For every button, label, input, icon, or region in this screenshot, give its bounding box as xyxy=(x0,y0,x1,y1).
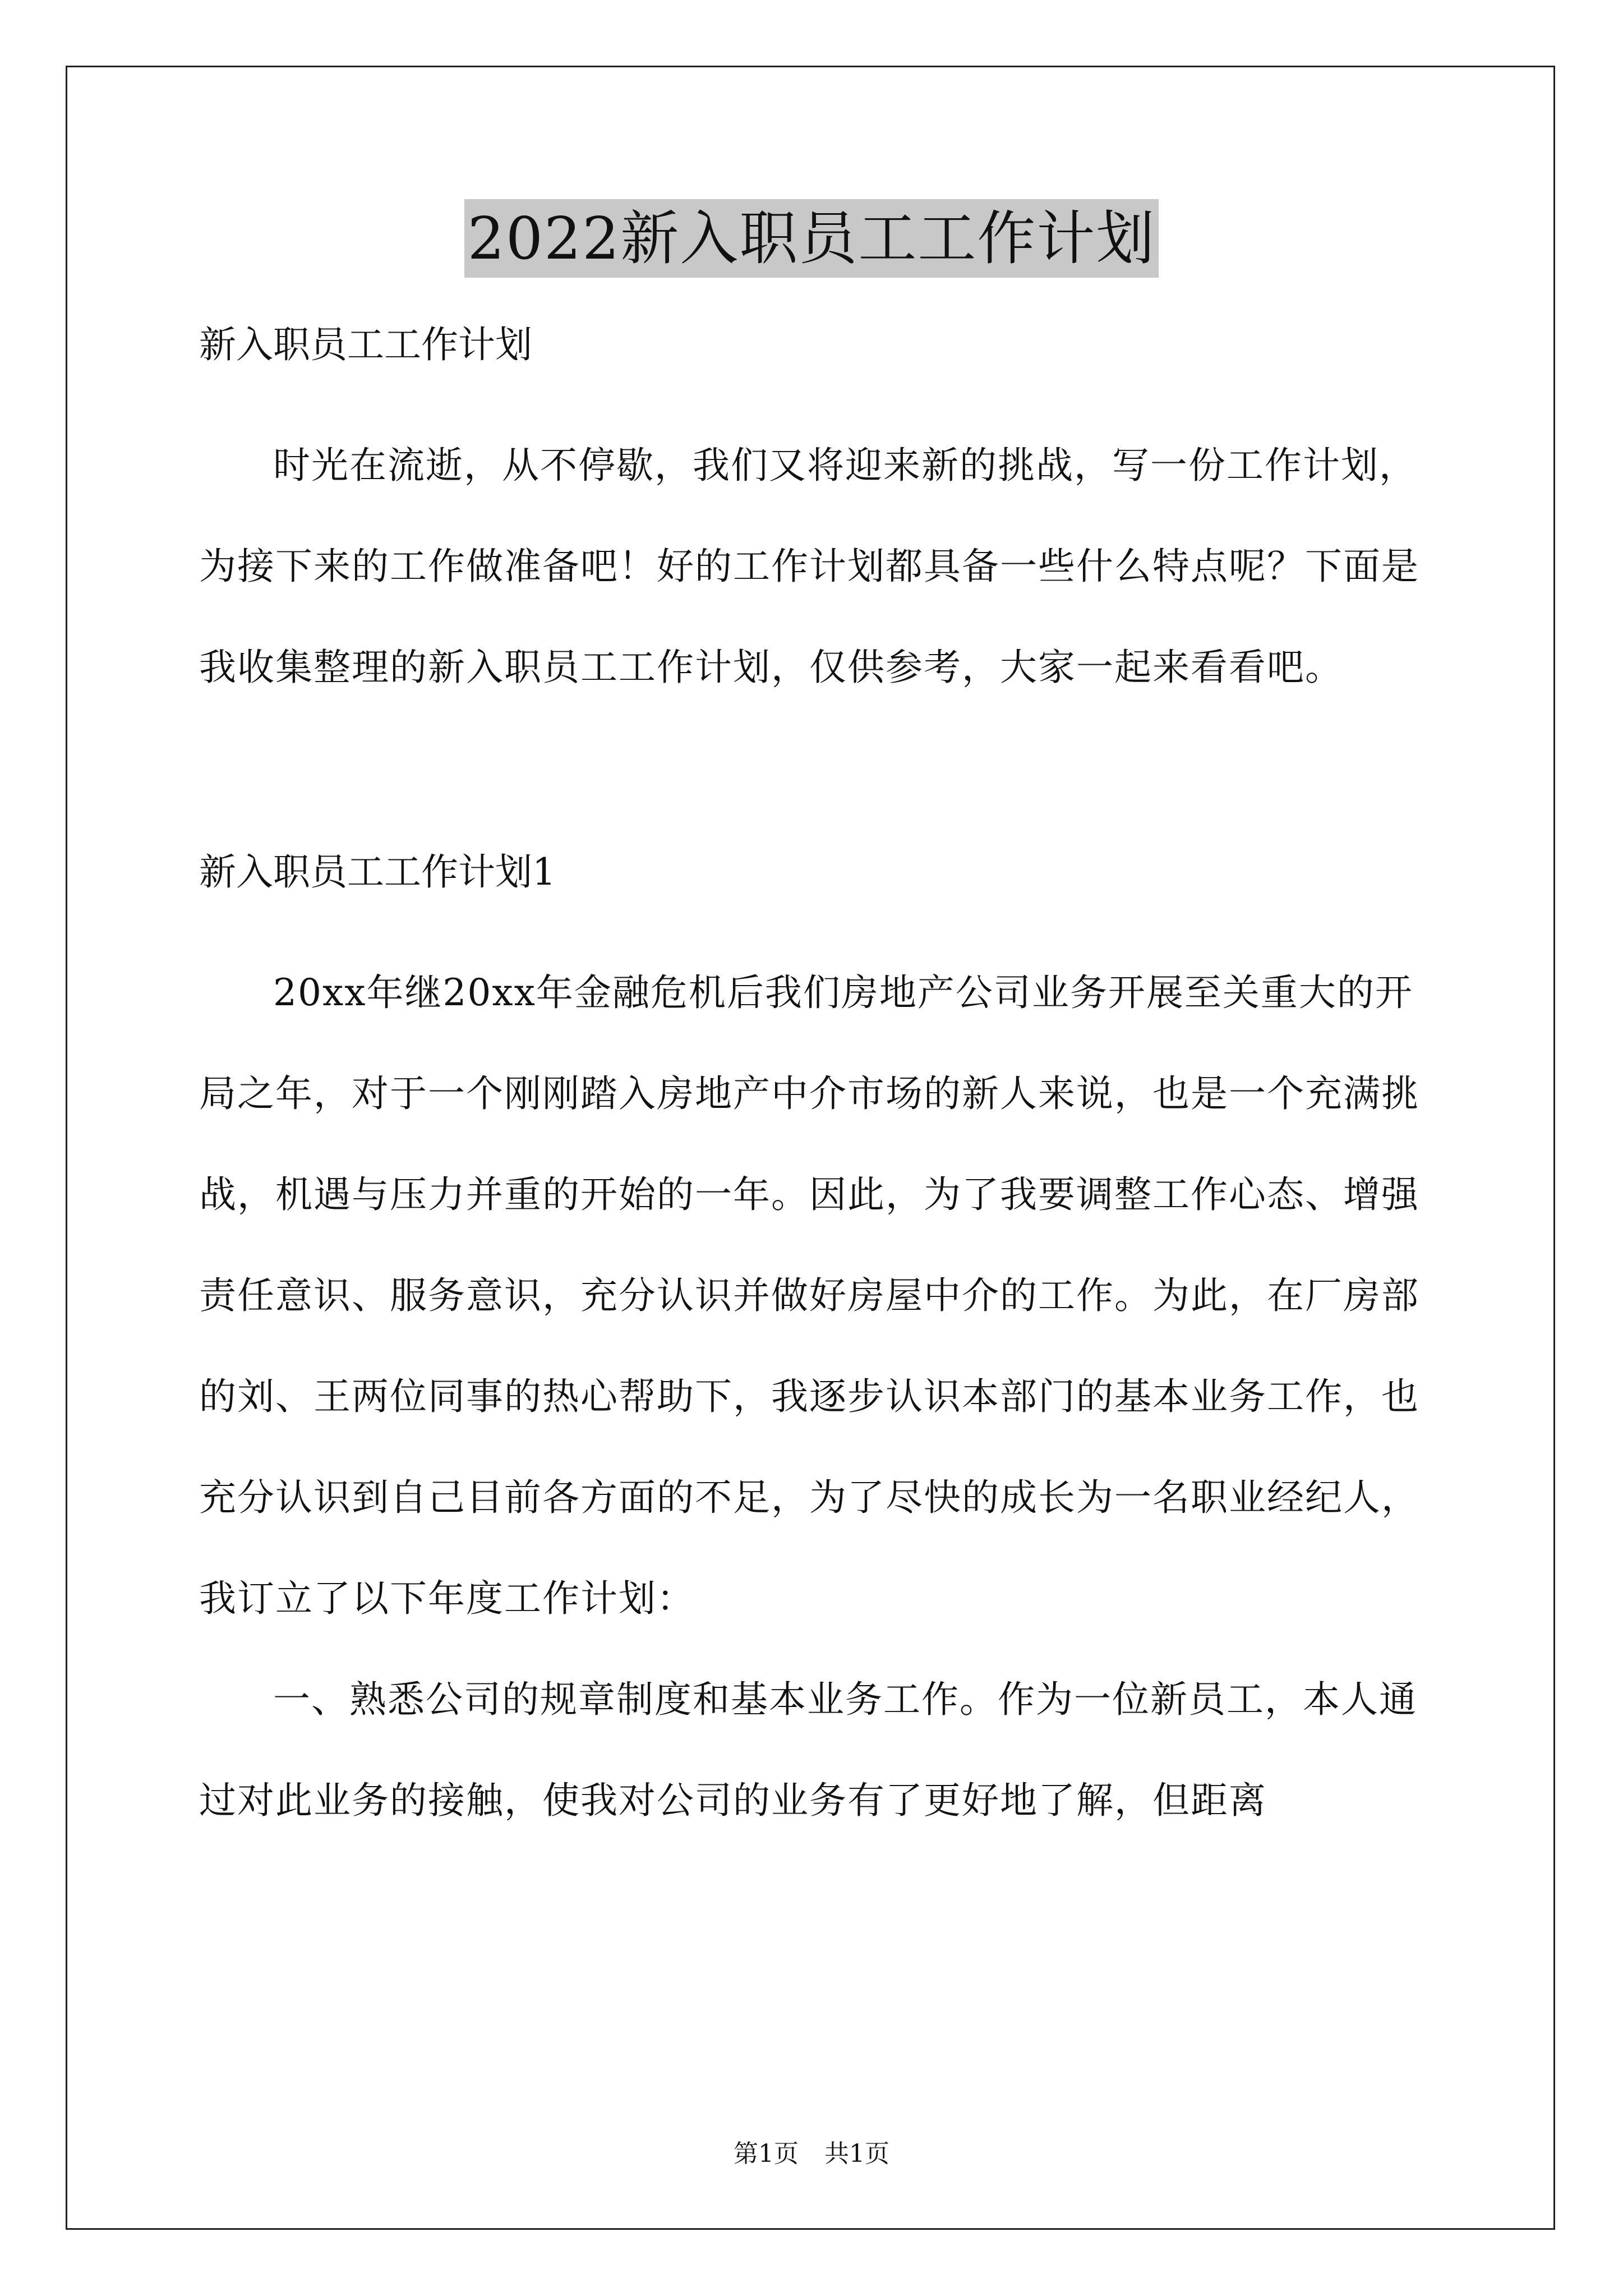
document-subtitle: 新入职员工工作计划 xyxy=(199,323,532,366)
title-container xyxy=(0,199,1623,278)
page-number-current: 第1页 xyxy=(734,2139,799,2168)
body-paragraph-2: 一、熟悉公司的规章制度和基本业务工作。作为一位新员工，本人通过对此业务的接触，使我对公司的业务有了更好地了解，但距离 xyxy=(199,1678,1417,1822)
section-heading: 新入职员工工作计划1 xyxy=(199,850,556,894)
page-footer xyxy=(0,2137,1623,2171)
document-title: 2022新入职员工工作计划 xyxy=(464,199,1159,278)
intro-paragraph: 时光在流逝，从不停歇，我们又将迎来新的挑战，写一份工作计划，为接下来的工作做准备吧！好的工作计划都具备一些什么特点呢？下面是我收集整理的新入职员工工作计划，仅供参考，大家一起来看看吧。 xyxy=(199,444,1419,689)
document-body xyxy=(199,314,1433,1851)
body-paragraph-1: 20xx年继20xx年金融危机后我们房地产公司业务开展至关重大的开局之年，对于一个刚刚踏入房地产中介市场的新人来说，也是一个充满挑战，机遇与压力并重的开始的一年。因此，为了我要调整工作心态、增强责任意识、服务意识，充分认识并做好房屋中介的工作。为此，在厂房部的刘、王两位同事的热心帮助下，我逐步认识本部门的基本业务工作，也充分认识到自己目前各方面的不足，为了尽快的成长为一名职业经纪人，我订立了以下年度工作计划： xyxy=(199,971,1419,1620)
page-number-total: 共1页 xyxy=(824,2139,889,2168)
